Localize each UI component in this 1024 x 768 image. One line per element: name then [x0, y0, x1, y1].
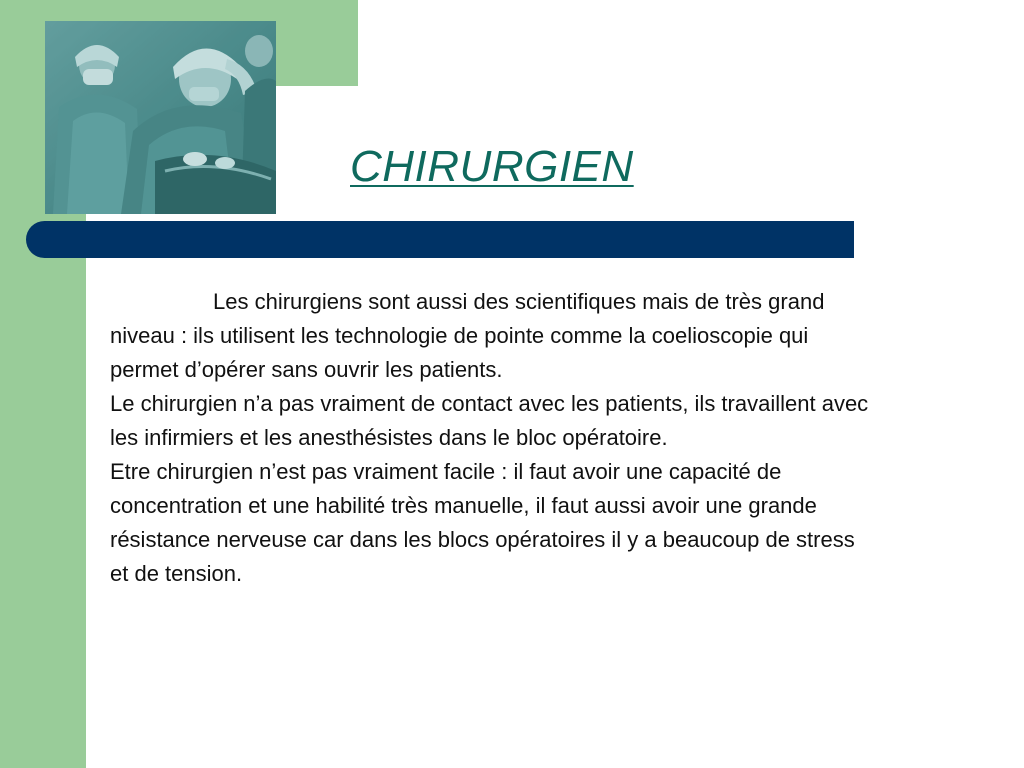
- paragraph-contact: Le chirurgien n’a pas vraiment de contact avec les patients, ils travaillent avec les infirmiers et les anesthésistes dans le bloc opératoire.: [110, 391, 869, 450]
- surgeons-photo: [45, 21, 276, 214]
- slide-body: [110, 285, 870, 591]
- title-divider-bar: [26, 221, 854, 258]
- slide-title: CHIRURGIEN: [350, 142, 634, 191]
- paragraph-difficulty: Etre chirurgien n’est pas vraiment facile : il faut avoir une capacité de concentration et une habilité très manuelle, il faut aussi avoir une grande résistance nerveuse car dans les blocs opératoires il y a beaucoup de stress et de tension.: [110, 459, 855, 586]
- paragraph-scientists: Les chirurgiens sont aussi des scientifiques mais de très grand niveau : ils utilisent les technologie de pointe comme la coelioscopie qui permet d’opérer sans ouvrir les patients.: [110, 289, 825, 382]
